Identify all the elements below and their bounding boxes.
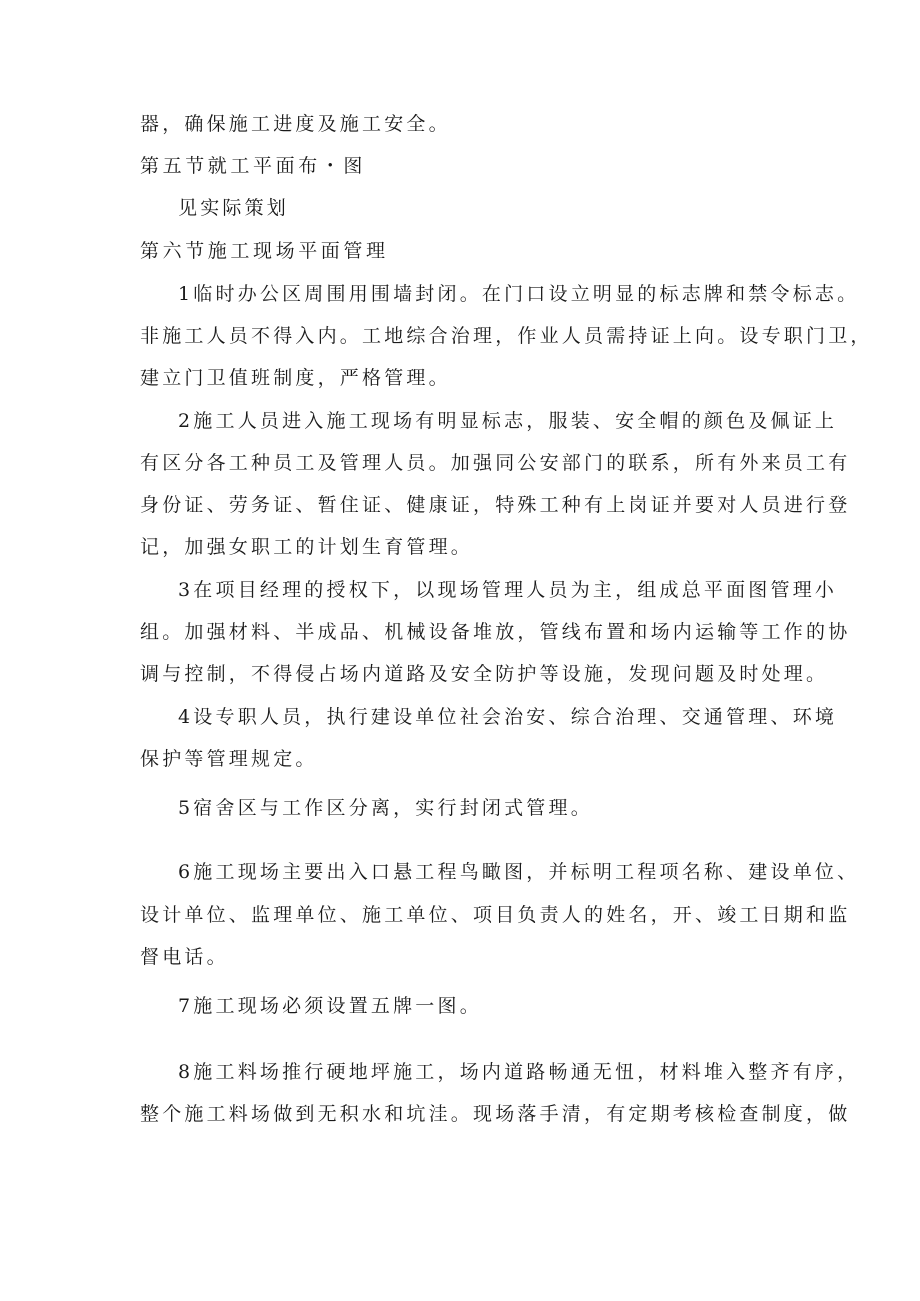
paragraph-line: 有区分各工种员工及管理人员。加强同公安部门的联系，所有外来员工有 bbox=[140, 452, 851, 474]
paragraph-line: 调与控制，不得侵占场内道路及安全防护等设施，发现问题及时处理。 bbox=[140, 663, 829, 685]
paragraph-line: 2施工人员进入施工现场有明显标志，服装、安全帽的颜色及佩证上 bbox=[178, 410, 838, 432]
paragraph-line: 整个施工料场做到无积水和坑洼。现场落手清，有定期考核检查制度，做 bbox=[140, 1103, 851, 1125]
paragraph-line: 组。加强材料、半成品、机械设备堆放，管线布置和场内运输等工作的协 bbox=[140, 621, 851, 643]
paragraph-line: 记，加强女职工的计划生育管理。 bbox=[140, 536, 474, 558]
paragraph-line: 保护等管理规定。 bbox=[140, 748, 318, 770]
paragraph-line: 见实际策划 bbox=[178, 197, 290, 219]
paragraph-line: 身份证、劳务证、暂住证、健康证，特殊工种有上岗证并要对人员进行登 bbox=[140, 494, 851, 516]
paragraph-line: 6施工现场主要出入口悬工程鸟瞰图，并标明工程项名称、建设单位、 bbox=[178, 861, 860, 883]
paragraph-line: 4设专职人员，执行建设单位社会治安、综合治理、交通管理、环境 bbox=[178, 706, 838, 728]
paragraph-line: 器，确保施工进度及施工安全。 bbox=[140, 113, 451, 135]
paragraph-line: 7施工现场必须设置五牌一图。 bbox=[178, 995, 482, 1017]
paragraph-line: 3在项目经理的授权下，以现场管理人员为主，组成总平面图管理小 bbox=[178, 579, 838, 601]
paragraph-line: 设计单位、监理单位、施工单位、项目负责人的姓名，开、竣工日期和监 bbox=[140, 904, 851, 926]
paragraph-line: 8施工料场推行硬地坪施工，场内道路畅通无忸，材料堆入整齐有序， bbox=[178, 1061, 860, 1083]
section-heading: 第六节施工现场平面管理 bbox=[140, 240, 389, 262]
paragraph-line: 督电话。 bbox=[140, 946, 229, 968]
paragraph-line: 建立门卫值班制度，严格管理。 bbox=[140, 367, 451, 389]
paragraph-line: 非施工人员不得入内。工地综合治理，作业人员需持证上向。设专职门卫， bbox=[140, 325, 873, 347]
paragraph-line: 1临时办公区周围用围墙封闭。在门口设立明显的标志牌和禁令标志。 bbox=[178, 283, 860, 305]
paragraph-line: 5宿舍区与工作区分离，实行封闭式管理。 bbox=[178, 797, 593, 819]
section-heading: 第五节就工平面布・图 bbox=[140, 155, 367, 177]
